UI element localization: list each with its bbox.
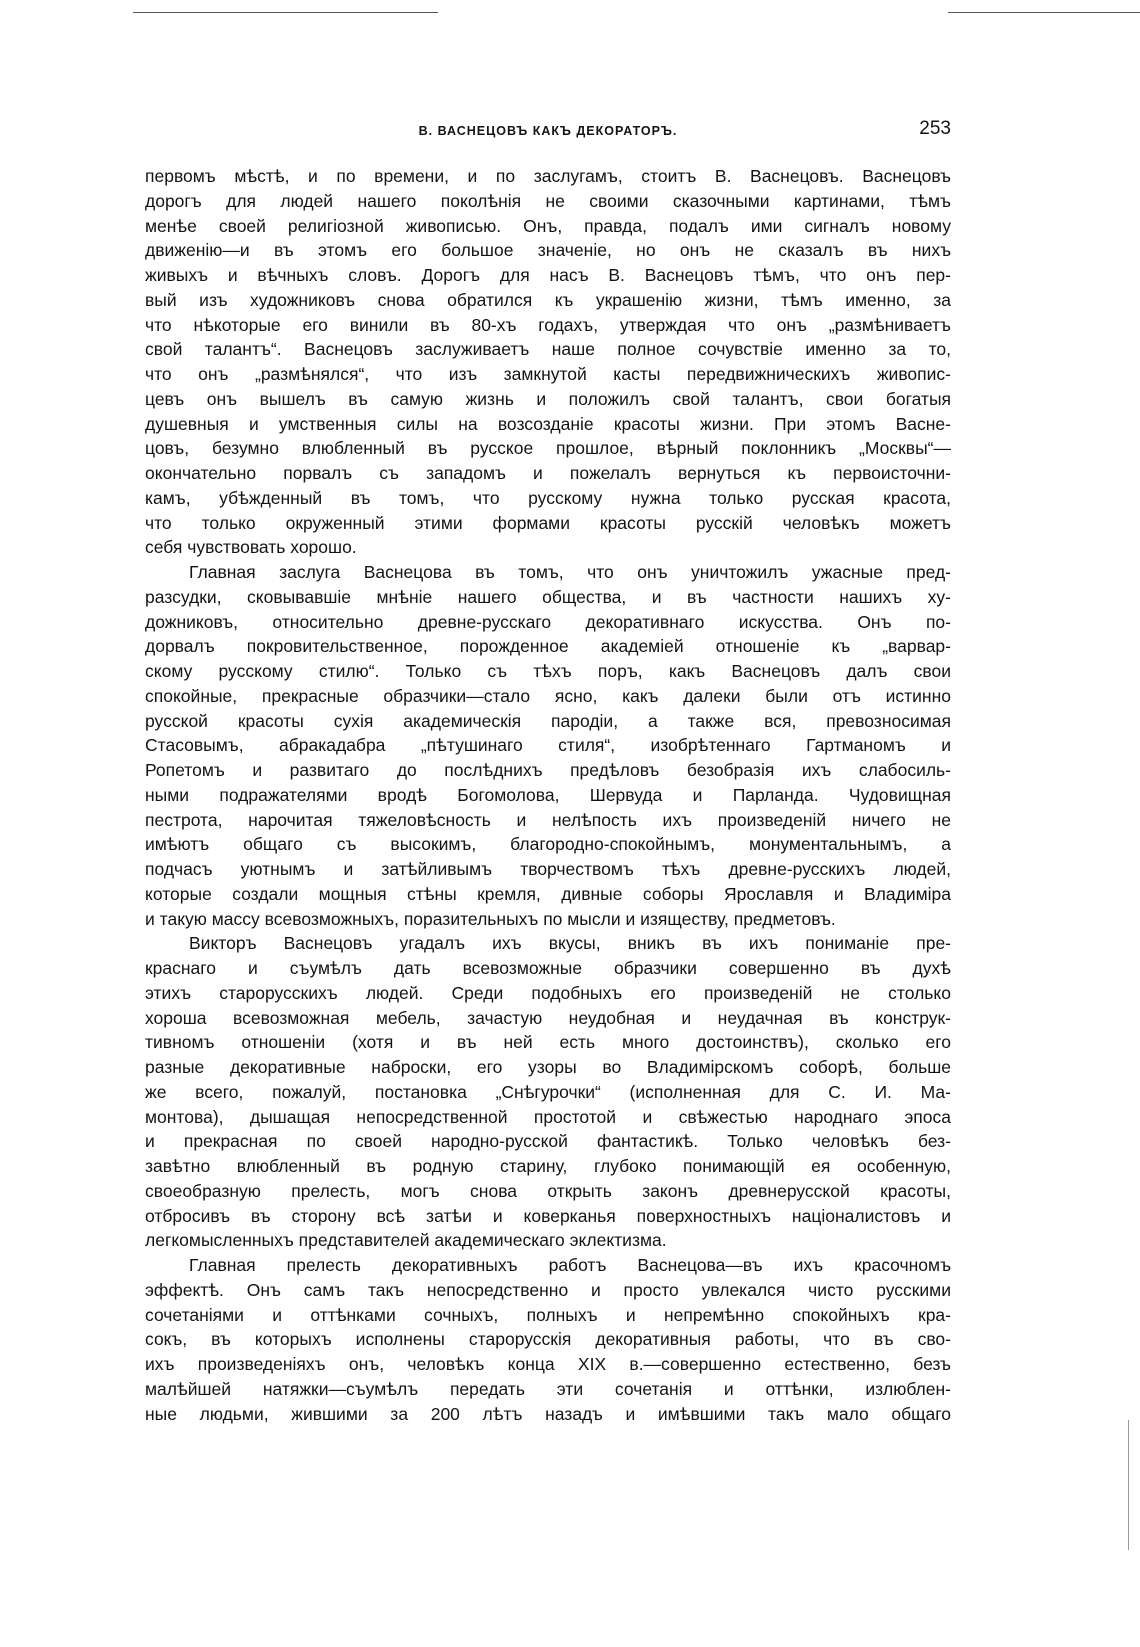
text-line: менѣе своей религіозной живописью. Онъ, правда, подалъ ими сигналъ новому xyxy=(145,215,951,236)
text-line: сокъ, въ которыхъ исполнены старорусскія декоративныя работы, что въ сво- xyxy=(145,1329,951,1350)
text-line: и прекрасная по своей народно-русской фантастикѣ. Только человѣкъ без- xyxy=(145,1131,951,1152)
text-line: скому русскому стилю“. Только съ тѣхъ поръ, какъ Васнецовъ далъ свои xyxy=(145,661,951,681)
text-line: дожниковъ, относительно древне-русскаго декоративнаго искусства. Онъ по- xyxy=(145,611,951,632)
text-line: спокойные, прекрасные образчики—стало ясно, какъ далеки были отъ истинно xyxy=(145,685,951,706)
text-line: завѣтно влюбленный въ родную старину, глубоко понимающій ея особенную, xyxy=(145,1156,951,1176)
text-line: Стасовымъ, абракадабра „пѣтушинаго стиля“, изобрѣтеннаго Гартманомъ и xyxy=(145,735,951,756)
running-title: В. ВАСНЕЦОВЪ КАКЪ ДЕКОРАТОРЪ. xyxy=(418,124,678,138)
text-line: окончательно порвалъ съ западомъ и пожелалъ вернуться къ первоисточни- xyxy=(145,463,951,483)
text-line: вый изъ художниковъ снова обратился къ украшенію жизни, тѣмъ именно, за xyxy=(145,289,951,310)
text-line: же всего, пожалуй, постановка „Снѣгурочки“ (исполненная для С. И. Ма- xyxy=(145,1081,951,1102)
page-header xyxy=(145,118,951,148)
text-line: русской красоты сухія академическія пародіи, а также вся, превозносимая xyxy=(145,710,951,731)
text-line: монтова), дышащая непосредственной простотой и свѣжестью народнаго эпоса xyxy=(145,1106,951,1127)
text-line: цовъ, безумно влюбленный въ русское прошлое, вѣрный поклонникъ „Москвы“— xyxy=(145,438,951,459)
top-rule-right xyxy=(948,12,1140,13)
text-line: ные людьми, жившими за 200 лѣтъ назадъ и имѣвшими такъ мало общаго xyxy=(145,1403,951,1424)
text-line: отбросивъ въ сторону всѣ затѣи и коверканья поверхностныхъ націоналистовъ и xyxy=(145,1205,951,1226)
text-line: разные декоративные наброски, его узоры во Владимірскомъ соборѣ, больше xyxy=(145,1057,951,1077)
text-line: сочетаніями и оттѣнками сочныхъ, полныхъ и непремѣнно спокойныхъ кра- xyxy=(145,1304,951,1325)
text-line: что онъ „размѣнялся“, что изъ замкнутой касты передвижническихъ живопис- xyxy=(145,364,951,384)
page-number: 253 xyxy=(919,118,951,139)
text-line: движенію—и въ этомъ его большое значеніе, но онъ не сказалъ въ нихъ xyxy=(145,240,951,261)
paragraph-first-line: Главная прелесть декоративныхъ работъ Васнецова—въ ихъ красочномъ xyxy=(189,1255,951,1275)
text-line: дорогъ для людей нашего поколѣнія не своими сказочными картинами, тѣмъ xyxy=(145,190,951,211)
text-line: душевныя и умственныя силы на возсозданіе красоты жизни. При этомъ Васне- xyxy=(145,413,951,434)
text-line: которые создали мощныя стѣны кремля, дивные соборы Ярославля и Владиміра xyxy=(145,883,951,904)
text-line: краснаго и съумѣлъ дать всевозможные образчики совершенно въ духѣ xyxy=(145,958,951,978)
text-line: себя чувствовать хорошо. xyxy=(145,537,357,558)
text-line: цевъ онъ вышелъ въ самую жизнь и положилъ свой талантъ, свои богатыя xyxy=(145,388,951,409)
text-line: легкомысленныхъ представителей академическаго эклектизма. xyxy=(145,1230,667,1251)
top-rule-left xyxy=(133,12,438,13)
text-line: имѣютъ общаго съ высокимъ, благородно-спокойнымъ, монументальнымъ, а xyxy=(145,834,951,855)
text-line: и такую массу всевозможныхъ, поразительныхъ по мысли и изяществу, предметовъ. xyxy=(145,908,836,929)
paragraph-first-line: Викторъ Васнецовъ угадалъ ихъ вкусы, вникъ въ ихъ пониманіе пре- xyxy=(189,933,951,954)
text-line: хороша всевозможная мебель, зачастую неудобная и неудачная въ конструк- xyxy=(145,1007,951,1028)
text-line: что только окруженный этими формами красоты русскій человѣкъ можетъ xyxy=(145,512,951,533)
paragraph-first-line: Главная заслуга Васнецова въ томъ, что онъ уничтожилъ ужасные пред- xyxy=(189,562,951,582)
text-line: этихъ старорусскихъ людей. Среди подобныхъ его произведеній не столько xyxy=(145,982,951,1003)
text-line: ихъ произведеніяхъ онъ, человѣкъ конца XIX в.—совершенно естественно, безъ xyxy=(145,1354,951,1374)
text-line: что нѣкоторые его винили въ 80-хъ годахъ, утверждая что онъ „размѣниваетъ xyxy=(145,314,951,335)
text-line: эффектѣ. Онъ самъ такъ непосредственно и просто увлекался чисто русскими xyxy=(145,1279,951,1300)
text-line: подчасъ уютнымъ и затѣйливымъ творчествомъ тѣхъ древне-русскихъ людей, xyxy=(145,859,951,879)
text-line: камъ, убѣжденный въ томъ, что русскому нужна только русская красота, xyxy=(145,487,951,508)
text-line: своеобразную прелесть, могъ снова открыть законъ древнерусской красоты, xyxy=(145,1180,951,1201)
scan-edge-line xyxy=(1128,1420,1129,1550)
body-text xyxy=(145,164,951,1426)
text-line: живыхъ и вѣчныхъ словъ. Дорогъ для насъ В. Васнецовъ тѣмъ, что онъ пер- xyxy=(145,265,951,285)
text-line: первомъ мѣстѣ, и по времени, и по заслугамъ, стоитъ В. Васнецовъ. Васнецовъ xyxy=(145,166,951,186)
text-line: свой талантъ“. Васнецовъ заслуживаетъ наше полное сочувствіе именно за то, xyxy=(145,339,951,360)
text-line: тивномъ отношеніи (хотя и въ ней есть много достоинствъ), сколько его xyxy=(145,1032,951,1053)
text-line: дорвалъ покровительственное, порожденное академіей отношеніе къ „варвар- xyxy=(145,636,951,657)
text-line: малѣйшей натяжки—съумѣлъ передать эти сочетанія и оттѣнки, излюблен- xyxy=(145,1378,951,1399)
text-line: разсудки, сковывавшіе мнѣніе нашего общества, и въ частности нашихъ ху- xyxy=(145,586,951,607)
text-line: пестрота, нарочитая тяжеловѣсность и нелѣпость ихъ произведеній ничего не xyxy=(145,809,951,830)
text-line: Ропетомъ и развитаго до послѣднихъ предѣловъ безобразія ихъ слабосиль- xyxy=(145,760,951,780)
text-line: ными подражателями вродѣ Богомолова, Шервуда и Парланда. Чудовищная xyxy=(145,784,951,805)
